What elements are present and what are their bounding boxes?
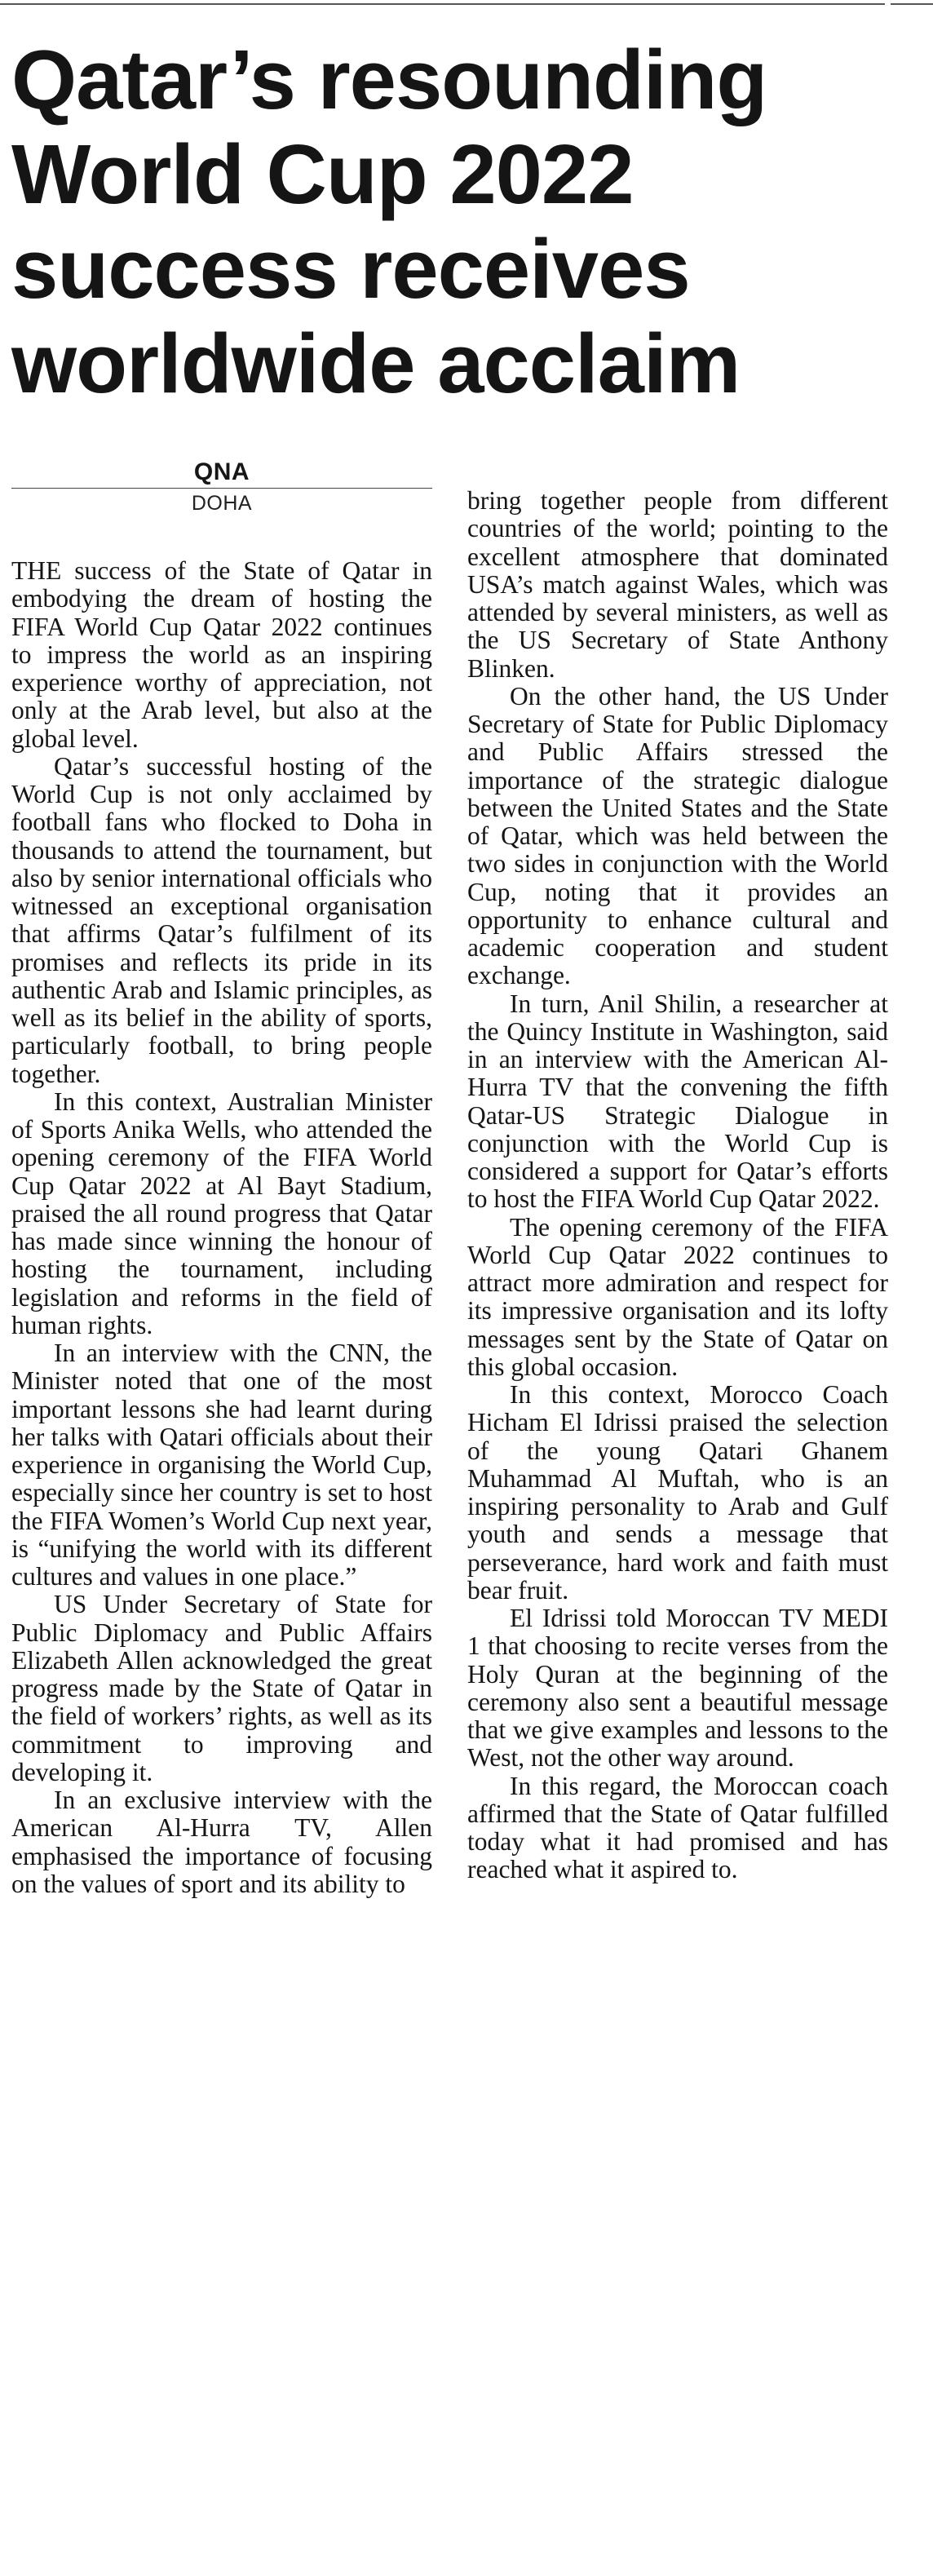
top-rule-segment xyxy=(891,3,933,5)
headline-line: worldwide acclaim xyxy=(11,316,741,410)
article-column-left xyxy=(11,557,432,1898)
byline xyxy=(11,459,432,515)
article-paragraph: In turn, Anil Shilin, a researcher at the Quincy Institute in Washington, said in an interview with the American Al-Hurra TV that the convening the fifth Qatar-US Strategic Dialogue in conjunction with the World Cup is considered a support for Qatar’s efforts to host the FIFA World Cup Qatar 2022. xyxy=(467,989,888,1214)
article-paragraph: THE success of the State of Qatar in embodying the dream of hosting the FIFA World Cup Qatar 2022 continues to impress the world as an inspiring experience worthy of appreciation, not only at the Arab level, but also at the global level. xyxy=(11,556,432,753)
article-paragraph: In this regard, the Moroccan coach affirmed that the State of Qatar fulfilled today what it had promised and has reached what it aspired to. xyxy=(467,1771,888,1884)
headline-line: Qatar’s resounding xyxy=(11,33,767,126)
article-headline xyxy=(11,33,925,411)
article-column-right xyxy=(467,487,888,1884)
article-paragraph: US Under Secretary of State for Public Diplomacy and Public Affairs Elizabeth Allen acknowledged the great progress made by the State of Qatar in the field of workers’ rights, as well as its commitment to improving and developing it. xyxy=(11,1590,432,1786)
article-paragraph: On the other hand, the US Under Secretary of State for Public Diplomacy and Public Affairs stressed the importance of the strategic dialogue between the United States and the State of Qatar, which was held between the two sides in conjunction with the World Cup, noting that it provides an opportunity to enhance cultural and academic cooperation and student exchange. xyxy=(467,681,888,990)
article-paragraph: In an interview with the CNN, the Minister noted that one of the most important lessons she had learnt during her talks with Qatari officials about their experience in organising the World Cup, especially since her country is set to host the FIFA Women’s World Cup next year, is “unifying the world with its different cultures and values in one place.” xyxy=(11,1339,432,1591)
article-paragraph: In this context, Morocco Coach Hicham El Idrissi praised the selection of the young Qatari Ghanem Muhammad Al Muftah, who is an inspiring personality to Arab and Gulf youth and sends a message that perseverance, hard work and faith must bear fruit. xyxy=(467,1380,888,1604)
byline-dateline: DOHA xyxy=(191,492,253,515)
article-paragraph: El Idrissi told Moroccan TV MEDI 1 that choosing to recite verses from the Holy Quran at the beginning of the ceremony also sent a beautiful message that we give examples and lessons to the West, not the other way around. xyxy=(467,1604,888,1773)
headline-line: World Cup 2022 xyxy=(11,127,634,221)
byline-divider xyxy=(11,488,432,489)
article-paragraph: In an exclusive interview with the American Al-Hurra TV, Allen emphasised the importance of focusing on the values of sport and its ability to xyxy=(11,1786,432,1898)
top-rule xyxy=(0,3,885,5)
article-paragraph: The opening ceremony of the FIFA World Cup Qatar 2022 continues to attract more admiration and respect for its impressive organisation and its lofty messages sent by the State of Qatar on this global occasion. xyxy=(467,1212,888,1381)
headline-line: success receives xyxy=(11,222,690,316)
article-paragraph: bring together people from different countries of the world; pointing to the excellent atmosphere that dominated USA’s match against Wales, which was attended by several ministers, as well as the US Secretary of State Anthony Blinken. xyxy=(467,486,888,683)
article-paragraph: In this context, Australian Minister of Sports Anika Wells, who attended the opening ceremony of the FIFA World Cup Qatar 2022 at Al Bayt Stadium, praised the all round progress that Qatar has made since winning the honour of hosting the tournament, including legislation and reforms in the field of human rights. xyxy=(11,1087,432,1339)
article-paragraph: Qatar’s successful hosting of the World Cup is not only acclaimed by football fans who flocked to Doha in thousands to attend the tournament, but also by senior international officials who witnessed an exceptional organisation that affirms Qatar’s fulfilment of its promises and reflects its pride in its authentic Arab and Islamic principles, as well as its belief in the ability of sports, particularly football, to bring people together. xyxy=(11,751,432,1088)
byline-agency: QNA xyxy=(193,458,250,485)
